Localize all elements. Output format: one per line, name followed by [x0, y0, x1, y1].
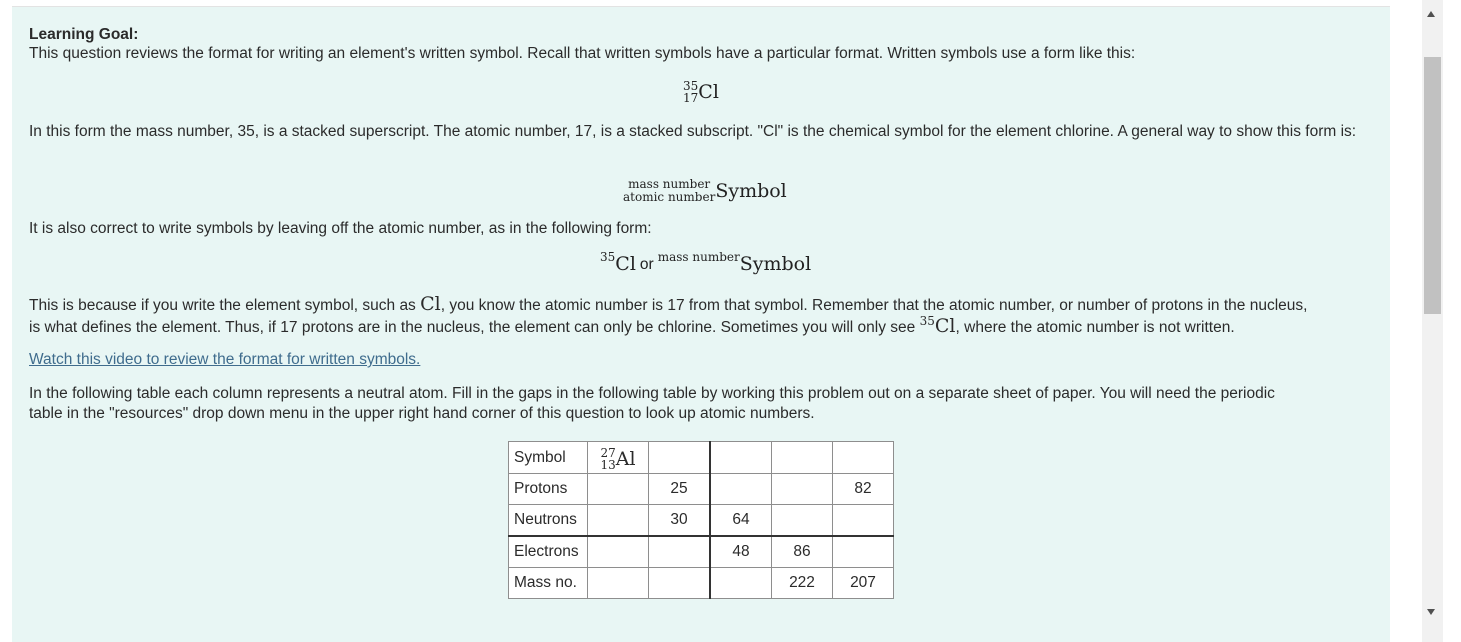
neutrons-cell-3: 64 [710, 505, 772, 537]
table-intro-line1: In the following table each column represents a neutral atom. Fill in the gaps in the following table by working this problem out on a separate sheet of paper. You will need the periodic [29, 385, 1275, 402]
short-form-symbol: Cl [615, 253, 636, 275]
learning-goal-panel [12, 7, 1390, 642]
table-row-protons [509, 474, 894, 505]
because-line2b: , where the atomic number is not written. [955, 319, 1235, 336]
because-part1: This is because if you write the element symbol, such as [29, 297, 416, 314]
video-link[interactable]: Watch this video to review the format for written symbols. [29, 351, 421, 368]
mass-no-cell-3[interactable] [710, 568, 772, 599]
example-stacked-numbers [683, 80, 698, 104]
protons-cell-3[interactable] [710, 474, 772, 505]
because-line2-symbol: Cl [934, 315, 956, 337]
row-label-electrons: Electrons [509, 536, 588, 568]
example-mass-number: 35 [683, 79, 699, 93]
table-row-mass-no [509, 568, 894, 599]
mass-no-cell-5: 207 [833, 568, 894, 599]
form-explanation-text: In this form the mass number, 35, is a stacked superscript. The atomic number, 17, is a stacked subscript. "Cl" is the chemical symbol for the element chlorine. A general way to show this form is: [29, 123, 1357, 140]
al-mass-number: 27 [600, 446, 616, 460]
symbol-cell-3[interactable] [710, 442, 772, 474]
symbol-cell-5[interactable] [833, 442, 894, 474]
al-chemical-symbol: Al [615, 448, 636, 470]
al-atomic-number: 13 [600, 458, 616, 472]
electrons-cell-2[interactable] [649, 536, 711, 568]
intro-text: This question reviews the format for writing an element's written symbol. Recall that written symbols have a particular format. Written symbols use a form like this: [29, 45, 1136, 62]
neutrons-cell-5[interactable] [833, 505, 894, 537]
general-symbol: Symbol [715, 180, 787, 202]
because-line2a: is what defines the element. Thus, if 17 protons are in the nucleus, the element can only be chlorine. Sometimes you will only see [29, 319, 916, 336]
short-form-mass-label: mass number [657, 249, 740, 264]
al-stacked-numbers [600, 447, 615, 471]
atom-table [508, 441, 894, 599]
learning-goal-title: Learning Goal: [29, 26, 139, 43]
al-symbol [600, 447, 635, 471]
mass-no-cell-4: 222 [772, 568, 833, 599]
row-label-symbol: Symbol [509, 442, 588, 474]
because-part2: , you know the atomic number is 17 from that symbol. Remember that the atomic number, or number of protons in the nucleus, [440, 297, 1308, 314]
short-form-mass: 35 [600, 249, 616, 264]
example-symbol: Cl [698, 81, 719, 103]
short-form-formula [600, 249, 812, 275]
row-label-neutrons: Neutrons [509, 505, 588, 537]
electrons-cell-3: 48 [710, 536, 772, 568]
table-intro-line2: table in the "resources" drop down menu in the upper right hand corner of this question to look up atomic numbers. [29, 405, 815, 422]
scroll-down-arrow-icon[interactable] [1427, 609, 1435, 615]
table-row-neutrons [509, 505, 894, 537]
mass-number-label: mass number [628, 177, 711, 191]
protons-cell-5: 82 [833, 474, 894, 505]
table-row-electrons [509, 536, 894, 568]
example-symbol-formula [683, 80, 719, 104]
short-form-general-symbol: Symbol [739, 253, 812, 275]
neutrons-cell-1[interactable] [588, 505, 649, 537]
electrons-cell-5[interactable] [833, 536, 894, 568]
scroll-up-arrow-icon[interactable] [1427, 11, 1435, 17]
neutrons-cell-2: 30 [649, 505, 711, 537]
symbol-cell-4[interactable] [772, 442, 833, 474]
neutrons-cell-4[interactable] [772, 505, 833, 537]
because-text-line1 [29, 293, 1307, 317]
short-form-intro-text: It is also correct to write symbols by leaving off the atomic number, as in the following form: [29, 220, 652, 237]
mass-no-cell-1[interactable] [588, 568, 649, 599]
because-line2-formula [919, 314, 956, 337]
row-label-protons: Protons [509, 474, 588, 505]
symbol-cell-1 [588, 442, 649, 474]
row-label-mass-no: Mass no. [509, 568, 588, 599]
protons-cell-2: 25 [649, 474, 711, 505]
symbol-cell-2[interactable] [649, 442, 711, 474]
atomic-number-label: atomic number [623, 190, 716, 204]
electrons-cell-1[interactable] [588, 536, 649, 568]
protons-cell-1[interactable] [588, 474, 649, 505]
table-row-symbol [509, 442, 894, 474]
electrons-cell-4: 86 [772, 536, 833, 568]
protons-cell-4[interactable] [772, 474, 833, 505]
general-stacked-labels [623, 178, 715, 204]
example-atomic-number: 17 [683, 91, 699, 105]
because-text-line2 [29, 315, 1235, 339]
mass-no-cell-2[interactable] [649, 568, 711, 599]
scrollbar-thumb[interactable] [1424, 57, 1441, 314]
or-text: or [639, 255, 654, 273]
because-symbol: Cl [420, 293, 441, 315]
general-form-formula [623, 178, 787, 204]
because-line2-mass: 35 [919, 314, 935, 328]
